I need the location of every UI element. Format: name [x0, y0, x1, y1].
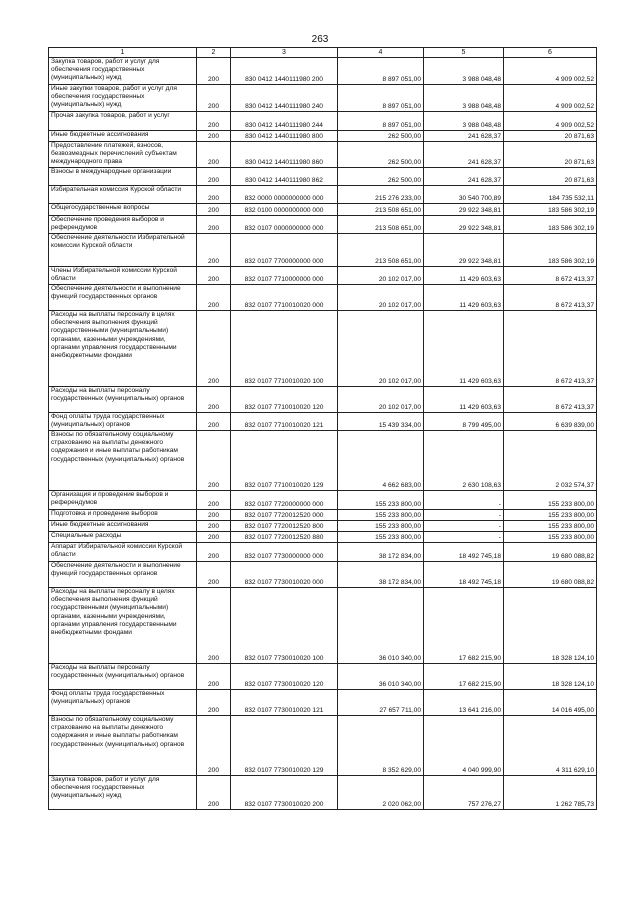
row-value-executed: 757 276,27 — [424, 776, 504, 810]
row-value-approved: 8 897 051,00 — [338, 112, 424, 131]
row-value-remaining: 155 233 800,00 — [504, 521, 597, 532]
row-code-cell: 200 — [197, 387, 231, 413]
row-code-cell: 200 — [197, 85, 231, 112]
table-row — [49, 521, 597, 532]
row-value-approved: 36 010 340,00 — [338, 664, 424, 690]
row-name-cell: Предоставление платежей, взносов, безвозмездных перечислений субъектам международного права — [49, 142, 197, 168]
table-row — [49, 131, 597, 142]
row-value-approved: 20 102 017,00 — [338, 267, 424, 285]
row-name-cell: Аппарат Избирательной комиссии Курской области — [49, 543, 197, 562]
row-code-cell: 200 — [197, 532, 231, 543]
row-value-approved: 155 233 800,00 — [338, 521, 424, 532]
row-name-cell: Избирательная комиссия Курской области — [49, 186, 197, 204]
row-name-cell: Расходы на выплаты персоналу в целях обеспечения выполнения функций государственными (муниципальными) органами, казенными учреждениями, органами управления государственными внебюджетными фондами — [49, 311, 197, 387]
row-value-remaining: 20 871,63 — [504, 168, 597, 186]
row-value-approved: 213 508 651,00 — [338, 234, 424, 267]
row-value-executed: 3 988 048,48 — [424, 85, 504, 112]
row-kbk-cell: 830 0412 1440111980 240 — [231, 85, 338, 112]
table-row — [49, 532, 597, 543]
row-name-cell: Расходы на выплаты персоналу государственных (муниципальных) органов — [49, 387, 197, 413]
row-value-executed: 3 988 048,48 — [424, 112, 504, 131]
row-kbk-cell: 832 0107 7710010020 129 — [231, 431, 338, 491]
row-name-cell: Закупка товаров, работ и услуг для обеспечения государственных (муниципальных) нужд — [49, 776, 197, 810]
table-row — [49, 387, 597, 413]
row-code-cell: 200 — [197, 186, 231, 204]
row-name-cell: Фонд оплаты труда государственных (муниципальных) органов — [49, 690, 197, 716]
budget-table — [48, 47, 597, 810]
table-row — [49, 267, 597, 285]
row-value-executed: 4 040 999,90 — [424, 716, 504, 776]
row-value-executed: - — [424, 532, 504, 543]
row-value-approved: 215 276 233,00 — [338, 186, 424, 204]
header-col-6: 6 — [504, 48, 597, 58]
table-row — [49, 311, 597, 387]
row-value-executed: - — [424, 521, 504, 532]
row-code-cell: 200 — [197, 562, 231, 588]
row-value-remaining: 18 328 124,10 — [504, 588, 597, 664]
row-value-executed: 30 540 700,89 — [424, 186, 504, 204]
table-header — [49, 48, 597, 58]
row-value-remaining: 8 672 413,37 — [504, 387, 597, 413]
row-name-cell: Обеспечение деятельности Избирательной комиссии Курской области — [49, 234, 197, 267]
row-value-approved: 8 897 051,00 — [338, 58, 424, 85]
row-value-remaining: 2 032 574,37 — [504, 431, 597, 491]
row-value-executed: 241 628,37 — [424, 168, 504, 186]
row-kbk-cell: 832 0000 0000000000 000 — [231, 186, 338, 204]
row-value-executed: 29 922 348,81 — [424, 216, 504, 234]
row-value-approved: 2 020 062,00 — [338, 776, 424, 810]
row-value-remaining: 4 909 002,52 — [504, 85, 597, 112]
row-code-cell: 200 — [197, 413, 231, 431]
row-code-cell: 200 — [197, 776, 231, 810]
row-value-remaining: 183 586 302,19 — [504, 216, 597, 234]
row-code-cell: 200 — [197, 131, 231, 142]
table-row — [49, 543, 597, 562]
row-value-executed: - — [424, 491, 504, 510]
row-value-approved: 15 439 334,00 — [338, 413, 424, 431]
row-value-approved: 213 508 651,00 — [338, 216, 424, 234]
row-code-cell: 200 — [197, 588, 231, 664]
row-code-cell: 200 — [197, 216, 231, 234]
row-name-cell: Иные бюджетные ассигнования — [49, 521, 197, 532]
row-name-cell: Организация и проведение выборов и референдумов — [49, 491, 197, 510]
row-name-cell: Иные закупки товаров, работ и услуг для обеспечения государственных (муниципальных) нужд — [49, 85, 197, 112]
row-value-approved: 4 662 683,00 — [338, 431, 424, 491]
header-col-5: 5 — [424, 48, 504, 58]
row-value-executed: 3 988 048,48 — [424, 58, 504, 85]
row-code-cell: 200 — [197, 142, 231, 168]
row-kbk-cell: 832 0107 7730000000 000 — [231, 543, 338, 562]
row-code-cell: 200 — [197, 521, 231, 532]
row-name-cell: Общегосударственные вопросы — [49, 204, 197, 216]
row-value-approved: 20 102 017,00 — [338, 387, 424, 413]
row-code-cell: 200 — [197, 204, 231, 216]
table-row — [49, 690, 597, 716]
row-value-remaining: 155 233 800,00 — [504, 532, 597, 543]
row-name-cell: Взносы по обязательному социальному страхованию на выплаты денежного содержания и иные выплаты работникам государственных (муниципальных) органов — [49, 716, 197, 776]
row-value-remaining: 20 871,63 — [504, 131, 597, 142]
row-kbk-cell: 832 0107 7730010020 000 — [231, 562, 338, 588]
row-value-remaining: 6 639 839,00 — [504, 413, 597, 431]
row-value-executed: 29 922 348,81 — [424, 204, 504, 216]
row-code-cell: 200 — [197, 716, 231, 776]
row-value-executed: 8 799 495,00 — [424, 413, 504, 431]
table-row — [49, 776, 597, 810]
row-code-cell: 200 — [197, 690, 231, 716]
row-kbk-cell: 832 0107 7710010020 120 — [231, 387, 338, 413]
row-code-cell: 200 — [197, 234, 231, 267]
row-name-cell: Специальные расходы — [49, 532, 197, 543]
row-value-approved: 155 233 800,00 — [338, 491, 424, 510]
table-row — [49, 216, 597, 234]
row-code-cell: 200 — [197, 168, 231, 186]
row-value-executed: 18 492 745,18 — [424, 543, 504, 562]
row-value-executed: 17 682 215,90 — [424, 664, 504, 690]
row-name-cell: Прочая закупка товаров, работ и услуг — [49, 112, 197, 131]
table-row — [49, 285, 597, 311]
row-value-approved: 20 102 017,00 — [338, 285, 424, 311]
row-kbk-cell: 832 0107 7700000000 000 — [231, 234, 338, 267]
row-name-cell: Взносы по обязательному социальному страхованию на выплаты денежного содержания и иные выплаты работникам государственных (муниципальных) органов — [49, 431, 197, 491]
row-kbk-cell: 830 0412 1440111980 200 — [231, 58, 338, 85]
row-name-cell: Обеспечение деятельности и выполнение функций государственных органов — [49, 285, 197, 311]
row-kbk-cell: 832 0107 0000000000 000 — [231, 216, 338, 234]
row-value-remaining: 183 586 302,19 — [504, 234, 597, 267]
row-kbk-cell: 832 0107 7730010020 121 — [231, 690, 338, 716]
row-name-cell: Взносы в международные организации — [49, 168, 197, 186]
row-value-remaining: 155 233 800,00 — [504, 510, 597, 521]
row-value-remaining: 20 871,63 — [504, 142, 597, 168]
row-kbk-cell: 830 0412 1440111980 244 — [231, 112, 338, 131]
row-kbk-cell: 832 0107 7710010020 000 — [231, 285, 338, 311]
row-value-executed: 13 641 216,00 — [424, 690, 504, 716]
row-value-approved: 8 897 051,00 — [338, 85, 424, 112]
row-value-executed: 18 492 745,18 — [424, 562, 504, 588]
row-value-executed: 241 628,37 — [424, 131, 504, 142]
header-row — [49, 48, 597, 58]
row-code-cell: 200 — [197, 431, 231, 491]
row-kbk-cell: 830 0412 1440111980 862 — [231, 168, 338, 186]
row-value-approved: 8 352 629,00 — [338, 716, 424, 776]
header-col-4: 4 — [338, 48, 424, 58]
row-name-cell: Члены Избирательной комиссии Курской области — [49, 267, 197, 285]
table-row — [49, 562, 597, 588]
table-row — [49, 204, 597, 216]
table-row — [49, 58, 597, 85]
row-value-remaining: 19 680 088,82 — [504, 543, 597, 562]
row-value-executed: 241 628,37 — [424, 142, 504, 168]
row-kbk-cell: 832 0107 7720000000 000 — [231, 491, 338, 510]
table-row — [49, 142, 597, 168]
row-value-executed: - — [424, 510, 504, 521]
row-value-remaining: 1 262 785,73 — [504, 776, 597, 810]
row-kbk-cell: 832 0107 7730010020 129 — [231, 716, 338, 776]
row-code-cell: 200 — [197, 543, 231, 562]
row-value-executed: 17 682 215,90 — [424, 588, 504, 664]
table-row — [49, 588, 597, 664]
row-code-cell: 200 — [197, 510, 231, 521]
table-row — [49, 413, 597, 431]
row-code-cell: 200 — [197, 267, 231, 285]
row-value-executed: 11 429 603,63 — [424, 267, 504, 285]
row-value-approved: 155 233 800,00 — [338, 532, 424, 543]
row-value-executed: 2 630 108,63 — [424, 431, 504, 491]
row-name-cell: Иные бюджетные ассигнования — [49, 131, 197, 142]
row-value-executed: 11 429 603,63 — [424, 311, 504, 387]
row-kbk-cell: 832 0107 7730010020 200 — [231, 776, 338, 810]
row-code-cell: 200 — [197, 112, 231, 131]
row-name-cell: Обеспечение проведения выборов и референдумов — [49, 216, 197, 234]
row-value-remaining: 155 233 800,00 — [504, 491, 597, 510]
table-body — [49, 58, 597, 810]
row-value-remaining: 18 328 124,10 — [504, 664, 597, 690]
row-name-cell: Закупка товаров, работ и услуг для обеспечения государственных (муниципальных) нужд — [49, 58, 197, 85]
table-row — [49, 112, 597, 131]
table-row — [49, 186, 597, 204]
row-kbk-cell: 832 0107 7730010020 100 — [231, 588, 338, 664]
row-value-approved: 38 172 834,00 — [338, 562, 424, 588]
row-code-cell: 200 — [197, 664, 231, 690]
row-kbk-cell: 830 0412 1440111980 800 — [231, 131, 338, 142]
row-kbk-cell: 832 0107 7720012520 880 — [231, 532, 338, 543]
table-row — [49, 168, 597, 186]
row-value-approved: 262 500,00 — [338, 131, 424, 142]
table-row — [49, 431, 597, 491]
row-value-approved: 20 102 017,00 — [338, 311, 424, 387]
row-value-remaining: 183 586 302,19 — [504, 204, 597, 216]
page-number: 263 — [311, 34, 329, 45]
row-code-cell: 200 — [197, 491, 231, 510]
row-kbk-cell: 832 0100 0000000000 000 — [231, 204, 338, 216]
row-name-cell: Подготовка и проведение выборов — [49, 510, 197, 521]
row-value-approved: 27 657 711,00 — [338, 690, 424, 716]
row-value-remaining: 4 909 002,52 — [504, 58, 597, 85]
row-kbk-cell: 832 0107 7710010020 121 — [231, 413, 338, 431]
row-value-remaining: 184 735 532,11 — [504, 186, 597, 204]
header-col-3: 3 — [231, 48, 338, 58]
table-row — [49, 85, 597, 112]
row-value-remaining: 8 672 413,37 — [504, 285, 597, 311]
row-value-executed: 11 429 603,63 — [424, 387, 504, 413]
row-value-approved: 36 010 340,00 — [338, 588, 424, 664]
row-value-executed: 29 922 348,81 — [424, 234, 504, 267]
row-value-approved: 38 172 834,00 — [338, 543, 424, 562]
row-name-cell: Фонд оплаты труда государственных (муниципальных) органов — [49, 413, 197, 431]
table-row — [49, 234, 597, 267]
row-value-approved: 262 500,00 — [338, 168, 424, 186]
row-kbk-cell: 832 0107 7710010020 100 — [231, 311, 338, 387]
row-kbk-cell: 832 0107 7720012520 000 — [231, 510, 338, 521]
row-name-cell: Расходы на выплаты персоналу в целях обеспечения выполнения функций государственными (муниципальными) органами, казенными учреждениями, органами управления государственными внебюджетными фондами — [49, 588, 197, 664]
row-value-remaining: 4 311 629,10 — [504, 716, 597, 776]
row-value-remaining: 14 016 495,00 — [504, 690, 597, 716]
row-kbk-cell: 830 0412 1440111980 860 — [231, 142, 338, 168]
row-value-executed: 11 429 603,63 — [424, 285, 504, 311]
table-row — [49, 716, 597, 776]
row-name-cell: Обеспечение деятельности и выполнение функций государственных органов — [49, 562, 197, 588]
row-value-approved: 155 233 800,00 — [338, 510, 424, 521]
row-value-remaining: 8 672 413,37 — [504, 267, 597, 285]
row-kbk-cell: 832 0107 7720012520 800 — [231, 521, 338, 532]
row-code-cell: 200 — [197, 58, 231, 85]
row-code-cell: 200 — [197, 311, 231, 387]
header-col-2: 2 — [197, 48, 231, 58]
row-value-remaining: 19 680 088,82 — [504, 562, 597, 588]
row-name-cell: Расходы на выплаты персоналу государственных (муниципальных) органов — [49, 664, 197, 690]
table-row — [49, 664, 597, 690]
header-col-1: 1 — [49, 48, 197, 58]
row-value-approved: 213 508 651,00 — [338, 204, 424, 216]
row-kbk-cell: 832 0107 7730010020 120 — [231, 664, 338, 690]
row-value-remaining: 8 672 413,37 — [504, 311, 597, 387]
row-value-approved: 262 500,00 — [338, 142, 424, 168]
table-row — [49, 510, 597, 521]
row-value-remaining: 4 909 002,52 — [504, 112, 597, 131]
row-kbk-cell: 832 0107 7710000000 000 — [231, 267, 338, 285]
table-row — [49, 491, 597, 510]
row-code-cell: 200 — [197, 285, 231, 311]
